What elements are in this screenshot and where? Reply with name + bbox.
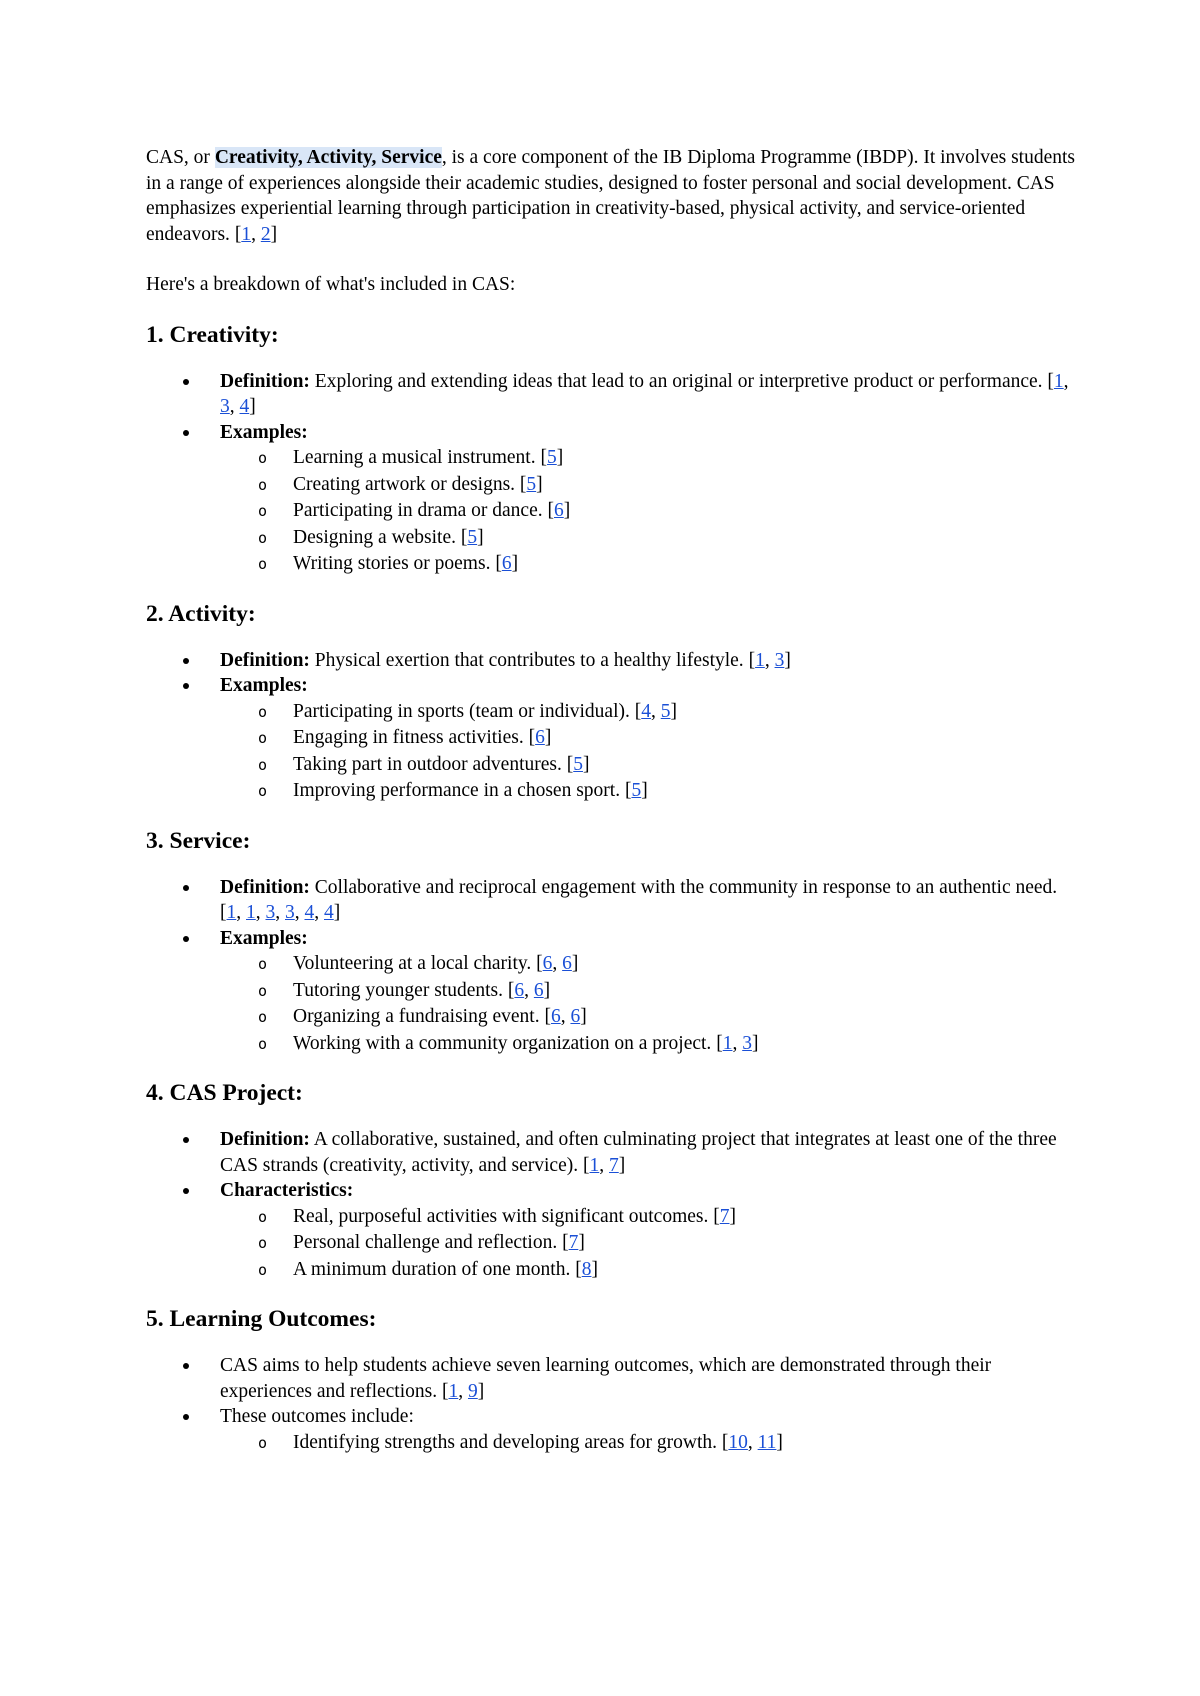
sub-item-text: Participating in sports (team or individual). [293,700,630,722]
sub-item-text: Improving performance in a chosen sport. [293,780,621,801]
citation-link[interactable]: 7 [609,1154,619,1176]
sub-item-text: Organizing a fundraising event. [293,1006,540,1027]
sub-item-text: Volunteering at a local charity. [293,953,532,974]
bullet-list [146,369,1080,578]
citation-link[interactable]: 3 [742,1032,752,1054]
sub-item: o Designing a website. [5] [293,525,1080,552]
citation-link[interactable]: 7 [568,1232,579,1253]
bullet-text: Physical exertion that contributes to a healthy lifestyle. [309,649,744,671]
citation-link[interactable]: 5 [573,753,583,775]
citation-link[interactable]: 8 [581,1258,592,1280]
bullet-item: Definition: A collaborative, sustained, and often culminating project that integrates at least one of the three CAS strands (creativity, activity, and service). [1, 7] [220,1127,1080,1178]
sub-item: o Participating in drama or dance. [6] [293,498,1080,525]
bullet-label: Definition: [220,876,310,898]
sub-item: o Personal challenge and reflection. [7] [293,1230,1080,1257]
citation-link[interactable]: 4 [324,902,334,923]
sub-item: o A minimum duration of one month. [8] [293,1257,1080,1284]
section [146,826,1080,1058]
bullet-label: Characteristics: [220,1180,354,1201]
citation-link[interactable]: 5 [526,473,537,495]
sub-item-text: Taking part in outdoor adventures. [293,753,562,775]
sub-item-text: Writing stories or poems. [293,553,491,574]
bullet-label: Examples: [220,421,308,443]
citation-link[interactable]: 5 [467,526,478,548]
section-heading: 5. Learning Outcomes: [146,1306,377,1332]
intro-prefix: CAS, or [146,147,215,168]
citation-link[interactable]: 1 [241,223,252,245]
sub-item-text: Learning a musical instrument. [293,447,536,468]
bullet-list [146,1127,1080,1283]
bullet-item [220,926,1080,1058]
sub-item: o Real, purposeful activities with significant outcomes. [7] [293,1204,1080,1231]
bullet-list [146,648,1080,805]
intro-highlight[interactable]: Creativity, Activity, Service [214,147,442,168]
bullet-item: Definition: Physical exertion that contributes to a healthy lifestyle. [1, 3] [220,648,1080,674]
citation-link[interactable]: 6 [535,727,545,748]
citation-link[interactable]: 6 [514,979,525,1001]
sub-item: o Organizing a fundraising event. [6, 6] [293,1004,1080,1031]
citation-link[interactable]: 4 [641,700,651,722]
bullet-list [146,1353,1080,1456]
sub-item: o Participating in sports (team or individual). [4, 5] [293,699,1080,726]
bullet-item [220,1404,1080,1456]
sub-item-text: Engaging in fitness activities. [293,727,524,748]
citation-link[interactable]: 3 [285,902,295,923]
bullet-label: Definition: [220,649,310,671]
citation-link[interactable]: 6 [501,553,512,574]
sub-item: o Writing stories or poems. [6] [293,551,1080,578]
sub-item-text: Identifying strengths and developing areas for growth. [293,1431,718,1453]
sub-item-text: Designing a website. [293,526,457,548]
section [146,1304,1080,1456]
bullet-item [220,1178,1080,1283]
sub-item: o Engaging in fitness activities. [6] [293,725,1080,752]
citation-link[interactable]: 3 [265,902,276,923]
sub-item-text: Working with a community organization on a project. [293,1032,712,1054]
citation-link[interactable]: 6 [533,979,544,1001]
bullet-item: Definition: Exploring and extending ideas that lead to an original or interpretive product or performance. [1, 3, 4] [220,369,1080,420]
section [146,599,1080,805]
bullet-item [220,420,1080,578]
sub-item-text: Tutoring younger students. [293,979,503,1001]
sub-list [220,699,1080,805]
citation-link[interactable]: 5 [631,780,642,801]
citation-link[interactable]: 3 [774,649,785,671]
citation-link[interactable]: 9 [467,1380,478,1402]
citation-link[interactable]: 1 [1053,370,1064,392]
sections-container [146,320,1080,1457]
sub-list [220,1204,1080,1284]
citation-link[interactable]: 5 [660,700,671,722]
citation-link[interactable]: 10 [728,1431,748,1453]
citation-link[interactable]: 1 [246,902,256,923]
bullet-label: Examples: [220,927,308,949]
bullet-text: Exploring and extending ideas that lead to an original or interpretive product or performance. [309,370,1043,392]
intro-refs: [1, 2] [229,223,278,245]
bullet-label: Definition: [220,1129,310,1150]
bullet-item: Definition: Collaborative and reciprocal engagement with the community in response to an authentic need. [1, 1, 3, 3, 4, 4] [220,875,1080,926]
citation-link[interactable]: 6 [542,953,553,974]
bullet-list [146,875,1080,1058]
sub-item-text: Real, purposeful activities with significant outcomes. [293,1205,709,1227]
citation-link[interactable]: 1 [722,1032,733,1054]
sub-item: o Learning a musical instrument. [5] [293,445,1080,472]
citation-link[interactable]: 3 [220,396,230,417]
intro-text: , is a core component of the IB Diploma Programme (IBDP). It involves students in a range of experiences alongside their academic studies, designed to foster personal and social development. CAS emphasizes experiential learning through participation in creativity-based, physical activity, and service-oriented endeavors. [146,147,1075,245]
section [146,1078,1080,1283]
bullet-text: These outcomes include: [220,1406,414,1427]
sub-item: o Volunteering at a local charity. [6, 6] [293,951,1080,978]
sub-item: o Working with a community organization on a project. [1, 3] [293,1031,1080,1058]
citation-link[interactable]: 4 [239,396,250,417]
sub-item: o Identifying strengths and developing areas for growth. [10, 11] [293,1430,1080,1457]
citation-link[interactable]: 11 [757,1431,777,1453]
sub-item-text: Participating in drama or dance. [293,500,543,521]
citation-link[interactable]: 4 [304,902,315,923]
intro-paragraph [146,145,1080,247]
sub-item-text: A minimum duration of one month. [293,1258,571,1280]
sub-item-text: Personal challenge and reflection. [293,1232,558,1253]
section-heading: 1. Creativity: [146,321,279,348]
sub-list [220,1430,1080,1457]
bullet-item: CAS aims to help students achieve seven learning outcomes, which are demonstrated through their experiences and reflections. [1, 9] [220,1353,1080,1404]
sub-list [220,951,1080,1057]
section-heading: 3. Service: [146,827,251,854]
sub-item-text: Creating artwork or designs. [293,473,516,495]
bullet-text: Collaborative and reciprocal engagement with the community in response to an authentic need. [309,876,1058,898]
section [146,320,1080,578]
sub-item: o Creating artwork or designs. [5] [293,472,1080,499]
bullet-text: CAS aims to help students achieve seven learning outcomes, which are demonstrated through their experiences and reflections. [220,1355,992,1402]
section-heading: 4. CAS Project: [146,1080,303,1106]
bullet-item [220,673,1080,805]
citation-link[interactable]: 6 [570,1006,581,1027]
bullet-text: A collaborative, sustained, and often culminating project that integrates at least one of the three CAS strands (creativity, activity, and service). [220,1129,1057,1176]
citation-link[interactable]: 7 [719,1205,730,1227]
sub-list [220,445,1080,578]
bullet-label: Definition: [220,370,310,392]
sub-item: o Tutoring younger students. [6, 6] [293,978,1080,1005]
citation-link[interactable]: 6 [562,953,572,974]
citation-link[interactable]: 1 [755,649,765,671]
lead-paragraph: Here's a breakdown of what's included in CAS: [146,274,516,295]
bullet-label: Examples: [220,675,308,696]
citation-link[interactable]: 1 [226,902,237,923]
section-heading: 2. Activity: [146,600,256,627]
citation-link[interactable]: 1 [589,1154,600,1176]
citation-link[interactable]: 6 [554,500,564,521]
sub-item: o Taking part in outdoor adventures. [5] [293,752,1080,779]
citation-link[interactable]: 6 [550,1006,561,1027]
sub-item: o Improving performance in a chosen sport. [5] [293,778,1080,805]
citation-link[interactable]: 2 [260,223,271,245]
citation-link[interactable]: 5 [546,447,557,468]
citation-link[interactable]: 1 [448,1380,459,1402]
